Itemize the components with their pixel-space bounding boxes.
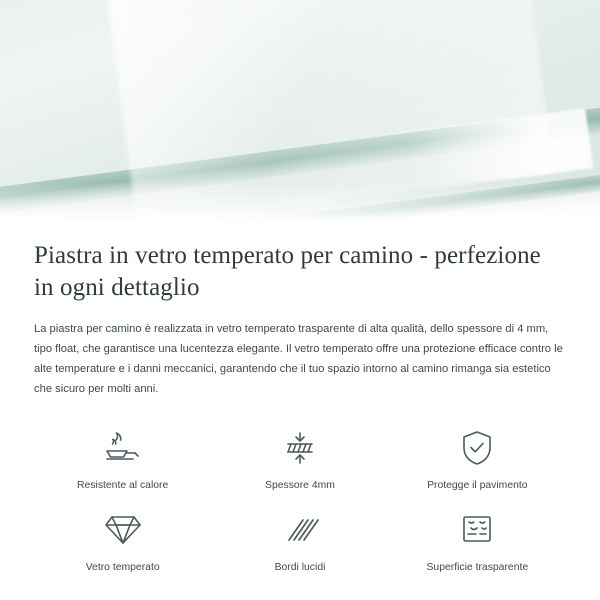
shield-check-icon: [454, 426, 500, 470]
content-area: [0, 240, 600, 575]
feature-label: Spessore 4mm: [265, 479, 335, 491]
body-text: La piastra per camino è realizzata in vetro temperato trasparente di alta qualità, dello spessore di 4 mm, tipo float, che garantisce una lucentezza elegante. Il vetro temperato offre una protezione efficace contro le alte temperature e i danni meccanici, garantendo che il tuo spazio intorno al camino rimanga sia estetico che sicuro per molti anni.: [34, 323, 563, 395]
diamond-icon: [100, 508, 146, 552]
feature-label: Resistente al calore: [77, 479, 169, 491]
feature-grid: [34, 426, 566, 575]
feature-item-transparent-surface: [389, 508, 566, 575]
feature-label: Bordi lucidi: [274, 562, 326, 574]
feature-item-polished-edges: [211, 508, 388, 575]
feature-item-floor-protection: [389, 426, 566, 493]
hero-image: [0, 0, 600, 228]
feature-item-thickness: [211, 426, 388, 493]
polished-edges-icon: [277, 508, 323, 552]
feature-item-tempered-glass: [34, 508, 211, 575]
feature-item-heat-resistant: [34, 426, 211, 493]
feature-label: Vetro temperato: [85, 562, 160, 574]
clean-surface-icon: [454, 508, 500, 552]
page-title: Piastra in vetro temperato per camino - perfezione in ogni dettaglio: [34, 242, 541, 301]
hero-fade-overlay: [0, 182, 600, 228]
heat-resistant-icon: [100, 426, 146, 470]
feature-label: Superficie trasparente: [426, 562, 529, 574]
thickness-4mm-icon: [277, 426, 323, 470]
feature-label: Protegge il pavimento: [427, 479, 528, 491]
